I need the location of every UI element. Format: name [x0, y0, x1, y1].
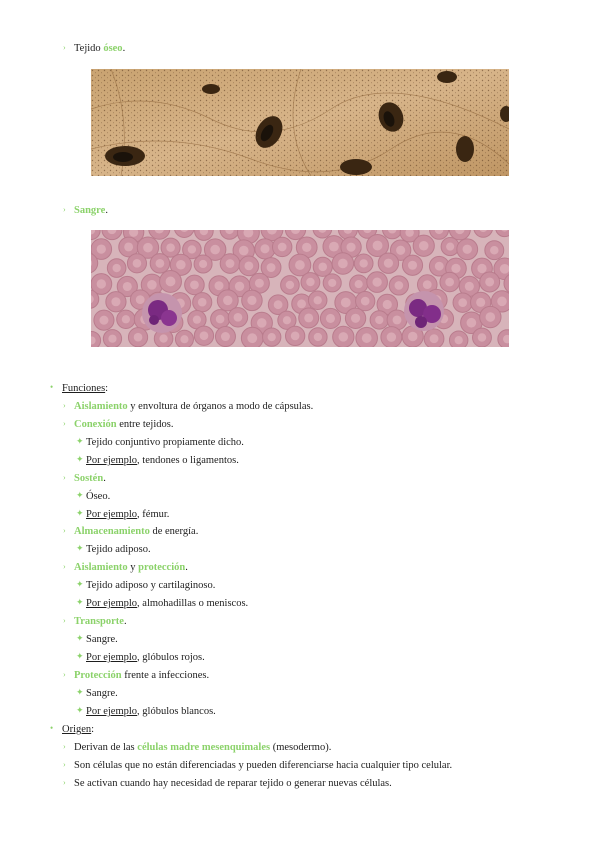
bullet-level2: › [63, 670, 66, 679]
item-aislamiento [74, 400, 313, 413]
subitem-almacenamiento-1: Tejido adiposo. [86, 544, 151, 555]
bullet-level3: ✦ [76, 508, 84, 518]
item-text: . [185, 562, 188, 573]
bullet-level3: ✦ [76, 490, 84, 500]
bone-tissue-image [91, 69, 509, 176]
item-conexion [74, 418, 173, 431]
example-label: Por ejemplo [86, 455, 138, 466]
bullet-level1: • [50, 382, 54, 392]
item-text: y [127, 562, 139, 573]
bullet-level3: ✦ [76, 597, 84, 607]
item-tejido-oseo [74, 42, 125, 55]
subitem-aisl-prot-2 [86, 597, 248, 610]
bullet-level2: › [63, 616, 66, 625]
bullet-level3: ✦ [76, 633, 84, 643]
heading-text: Origen [62, 724, 92, 735]
item-sosten [74, 472, 106, 485]
item-sangre [74, 204, 108, 217]
blood-smear-image [91, 230, 509, 347]
bullet-level1: • [50, 723, 54, 733]
bullet-level2: › [63, 760, 66, 769]
item-text: , glóbulos rojos. [137, 652, 205, 663]
subitem-proteccion-2 [86, 705, 216, 718]
example-label: Por ejemplo [86, 706, 138, 717]
item-text: : [91, 724, 95, 735]
bullet-level2: › [63, 205, 66, 214]
subitem-aisl-prot-1: Tejido adiposo y cartilaginoso. [86, 580, 216, 591]
subitem-proteccion-1: Sangre. [86, 688, 118, 699]
item-text: (mesodermo). [270, 742, 332, 753]
item-text: Derivan de las [74, 742, 138, 753]
bullet-level2: › [63, 526, 66, 535]
item-text: , fémur. [137, 509, 170, 520]
item-text: de energía. [149, 526, 199, 537]
example-label: Por ejemplo [86, 652, 138, 663]
item-origen-1 [74, 741, 331, 754]
item-transporte [74, 615, 127, 628]
bullet-level3: ✦ [76, 454, 84, 464]
subitem-transporte-1: Sangre. [86, 634, 118, 645]
highlight-term: óseo [103, 43, 123, 54]
item-text: . [105, 205, 108, 216]
bullet-level2: › [63, 419, 66, 428]
bullet-level3: ✦ [76, 543, 84, 553]
item-text: . [123, 616, 127, 627]
bullet-level2: › [63, 43, 66, 52]
subitem-conexion-1: Tejido conjuntivo propiamente dicho. [86, 437, 244, 448]
heading-text: Funciones [62, 383, 106, 394]
highlight-term: Protección [74, 670, 122, 681]
bullet-level2: › [63, 778, 66, 787]
bullet-level3: ✦ [76, 579, 84, 589]
item-text: y envoltura de órganos a modo de cápsulas. [127, 401, 314, 412]
example-label: Por ejemplo [86, 598, 138, 609]
highlight-term: Almacenamiento [74, 526, 150, 537]
item-text: . [122, 43, 126, 54]
item-almacenamiento [74, 525, 198, 538]
subitem-conexion-2 [86, 454, 239, 467]
highlight-term: Aislamiento [74, 562, 128, 573]
item-text: entre tejidos. [116, 419, 174, 430]
bullet-level3: ✦ [76, 436, 84, 446]
item-text: , almohadillas o meniscos. [137, 598, 249, 609]
highlight-term: Transporte [74, 616, 124, 627]
example-label: Por ejemplo [86, 509, 138, 520]
item-aislamiento-proteccion [74, 561, 188, 574]
bullet-level3: ✦ [76, 687, 84, 697]
subitem-sosten-1: Óseo. [86, 491, 111, 502]
highlight-term: protección [138, 562, 186, 573]
item-text: Tejido [74, 43, 104, 54]
heading-origen [62, 723, 94, 736]
item-text: , tendones o ligamentos. [137, 455, 239, 466]
subitem-transporte-2 [86, 651, 205, 664]
bullet-level2: › [63, 562, 66, 571]
bullet-level2: › [63, 473, 66, 482]
highlight-term: Sostén [74, 473, 104, 484]
item-proteccion [74, 669, 209, 682]
bullet-level2: › [63, 742, 66, 751]
item-origen-3: Se activan cuando hay necesidad de reparar tejido o generar nuevas células. [74, 778, 392, 789]
item-text: : [105, 383, 109, 394]
bullet-level3: ✦ [76, 651, 84, 661]
highlight-term: células madre mesenquimales [137, 742, 271, 753]
highlight-term: Conexión [74, 419, 117, 430]
item-text: , glóbulos blancos. [137, 706, 216, 717]
item-text: . [103, 473, 106, 484]
bullet-level2: › [63, 401, 66, 410]
item-origen-2: Son células que no están diferenciadas y pueden diferenciarse hacia cualquier tipo celular. [74, 760, 453, 771]
highlight-term: Aislamiento [74, 401, 128, 412]
bullet-level3: ✦ [76, 705, 84, 715]
subitem-sosten-2 [86, 508, 169, 521]
item-text: frente a infecciones. [121, 670, 210, 681]
highlight-term: Sangre [74, 205, 106, 216]
heading-funciones [62, 382, 108, 395]
